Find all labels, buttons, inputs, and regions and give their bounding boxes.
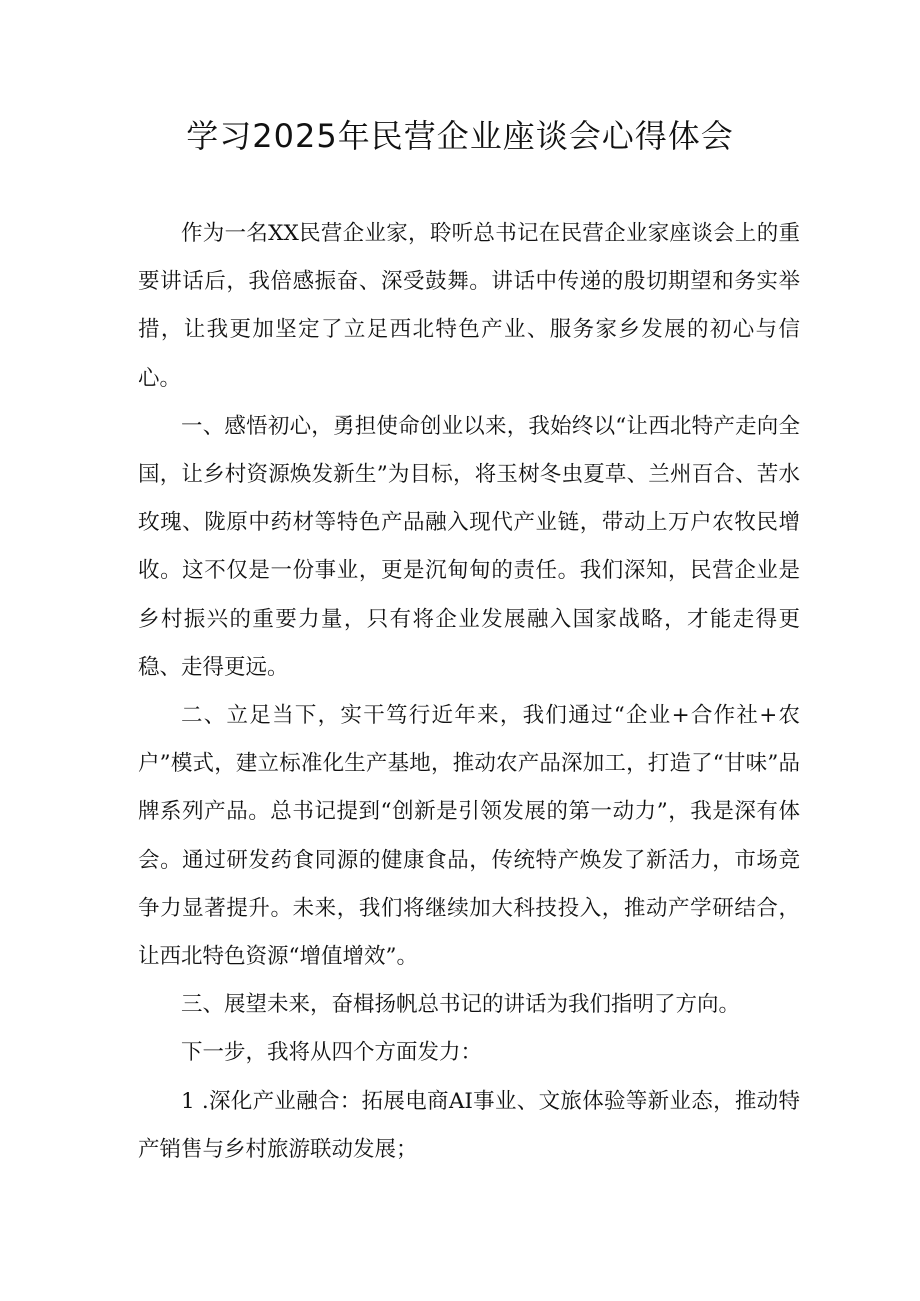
document-body xyxy=(138,210,800,1174)
paragraph-section-three: 三、展望未来，奋楫扬帆总书记的讲话为我们指明了方向。 xyxy=(181,992,741,1018)
paragraph-section-two: 二、立足当下，实干笃行近年来，我们通过“企业+合作社+农户”模式，建立标准化生产基地，推动农产品深加工，打造了“甘味”品牌系列产品。总书记提到“创新是引领发展的第一动力”，我是深有体会。通过研发药食同源的健康食品，传统特产焕发了新活力，市场竞争力显著提升。未来，我们将继续加大科技投入，推动产学研结合，让西北特色资源“增值增效”。 xyxy=(138,703,800,970)
paragraph-intro: 作为一名XX民营企业家，聆听总书记在民营企业家座谈会上的重要讲话后，我倍感振奋、深受鼓舞。讲话中传递的殷切期望和务实举措，让我更加坚定了立足西北特色产业、服务家乡发展的初心与信心。 xyxy=(138,221,800,391)
paragraph-item-one: 1 .深化产业融合：拓展电商AI事业、文旅体验等新业态，推动特产销售与乡村旅游联动发展； xyxy=(138,1088,800,1162)
document-title: 学习2025年民营企业座谈会心得体会 xyxy=(186,117,734,155)
paragraph-next-steps: 下一步，我将从四个方面发力： xyxy=(181,1040,483,1066)
paragraph-section-one: 一、感悟初心，勇担使命创业以来，我始终以“让西北特产走向全国，让乡村资源焕发新生”为目标，将玉树冬虫夏草、兰州百合、苦水玫瑰、陇原中药材等特色产品融入现代产业链，带动上万户农牧民增收。这不仅是一份事业，更是沉甸甸的责任。我们深知，民营企业是乡村振兴的重要力量，只有将企业发展融入国家战略，才能走得更稳、走得更远。 xyxy=(138,413,800,680)
